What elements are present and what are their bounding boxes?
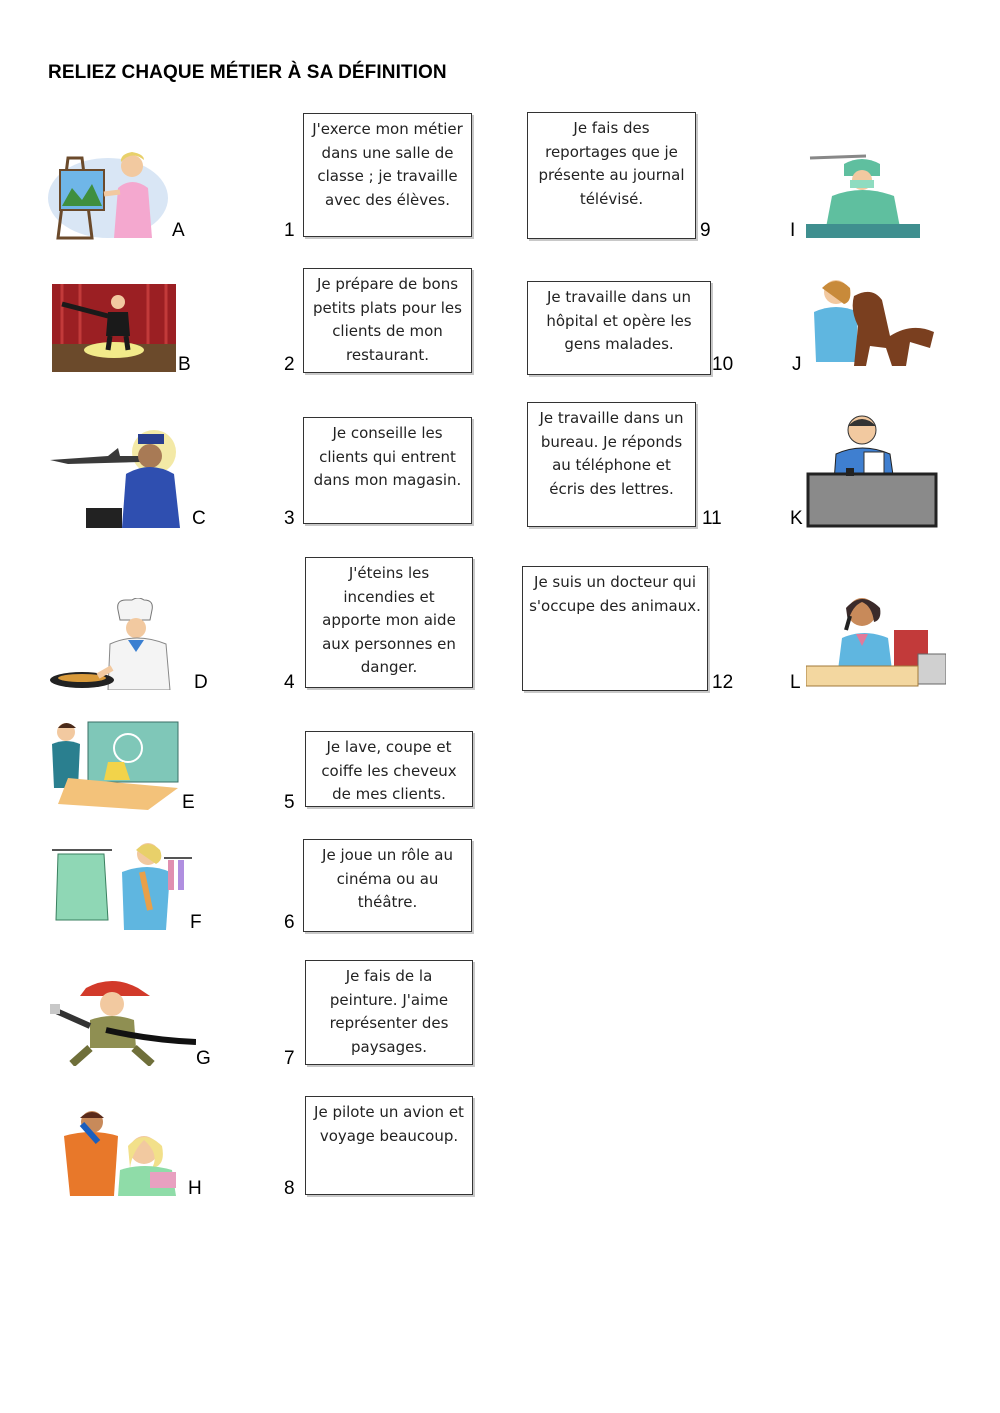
definition-box: Je travaille dans un bureau. Je réponds au téléphone et écris des lettres.	[527, 402, 696, 527]
definition-number: 9	[700, 220, 711, 241]
firefighter-icon	[50, 976, 196, 1066]
journalist-at-desk-icon	[806, 412, 938, 528]
definition-box: Je prépare de bons petits plats pour les clients de mon restaurant.	[303, 268, 472, 373]
profession-letter: J	[792, 354, 802, 375]
definition-number: 5	[284, 792, 295, 813]
profession-letter: D	[194, 672, 208, 693]
definition-box: J'éteins les incendies et apporte mon aide aux personnes en danger.	[305, 557, 473, 688]
definition-box: Je travaille dans un hôpital et opère les gens malades.	[527, 281, 711, 375]
definition-number: 4	[284, 672, 295, 693]
profession-letter: L	[790, 672, 801, 693]
definition-number: 7	[284, 1048, 295, 1069]
definition-number: 1	[284, 220, 295, 241]
definition-box: Je joue un rôle au cinéma ou au théâtre.	[303, 839, 472, 932]
definition-number: 8	[284, 1178, 295, 1199]
definition-number: 12	[712, 672, 734, 693]
hairdresser-icon	[48, 1106, 184, 1196]
actor-on-stage-icon	[52, 284, 176, 372]
profession-letter: K	[790, 508, 803, 529]
definition-number: 11	[702, 508, 722, 529]
definition-number: 2	[284, 354, 295, 375]
profession-letter: C	[192, 508, 206, 529]
profession-letter: I	[790, 220, 796, 241]
teacher-icon	[48, 718, 184, 810]
chef-icon	[50, 598, 190, 690]
shop-seller-icon	[52, 840, 192, 930]
definition-box: Je fais de la peinture. J'aime représenter des paysages.	[305, 960, 473, 1065]
profession-letter: B	[178, 354, 191, 375]
profession-letter: A	[172, 220, 185, 241]
painter-icon	[48, 148, 170, 240]
definition-box: Je conseille les clients qui entrent dans mon magasin.	[303, 417, 472, 524]
definition-box: Je pilote un avion et voyage beaucoup.	[305, 1096, 473, 1195]
definition-box: Je lave, coupe et coiffe les cheveux de mes clients.	[305, 731, 473, 807]
veterinarian-icon	[800, 276, 940, 366]
definition-box: J'exerce mon métier dans une salle de classe ; je travaille avec des élèves.	[303, 113, 472, 237]
definition-number: 10	[712, 354, 734, 375]
definition-box: Je suis un docteur qui s'occupe des animaux.	[522, 566, 708, 691]
profession-letter: F	[190, 912, 202, 933]
profession-letter: E	[182, 792, 195, 813]
profession-letter: H	[188, 1178, 202, 1199]
definition-box: Je fais des reportages que je présente au journal télévisé.	[527, 112, 696, 239]
definition-number: 3	[284, 508, 295, 529]
page-title: RELIEZ CHAQUE MÉTIER À SA DÉFINITION	[48, 62, 447, 83]
definition-number: 6	[284, 912, 295, 933]
profession-letter: G	[196, 1048, 211, 1069]
pilot-icon	[48, 430, 194, 528]
secretary-on-phone-icon	[806, 590, 946, 690]
surgeon-icon	[806, 154, 920, 238]
